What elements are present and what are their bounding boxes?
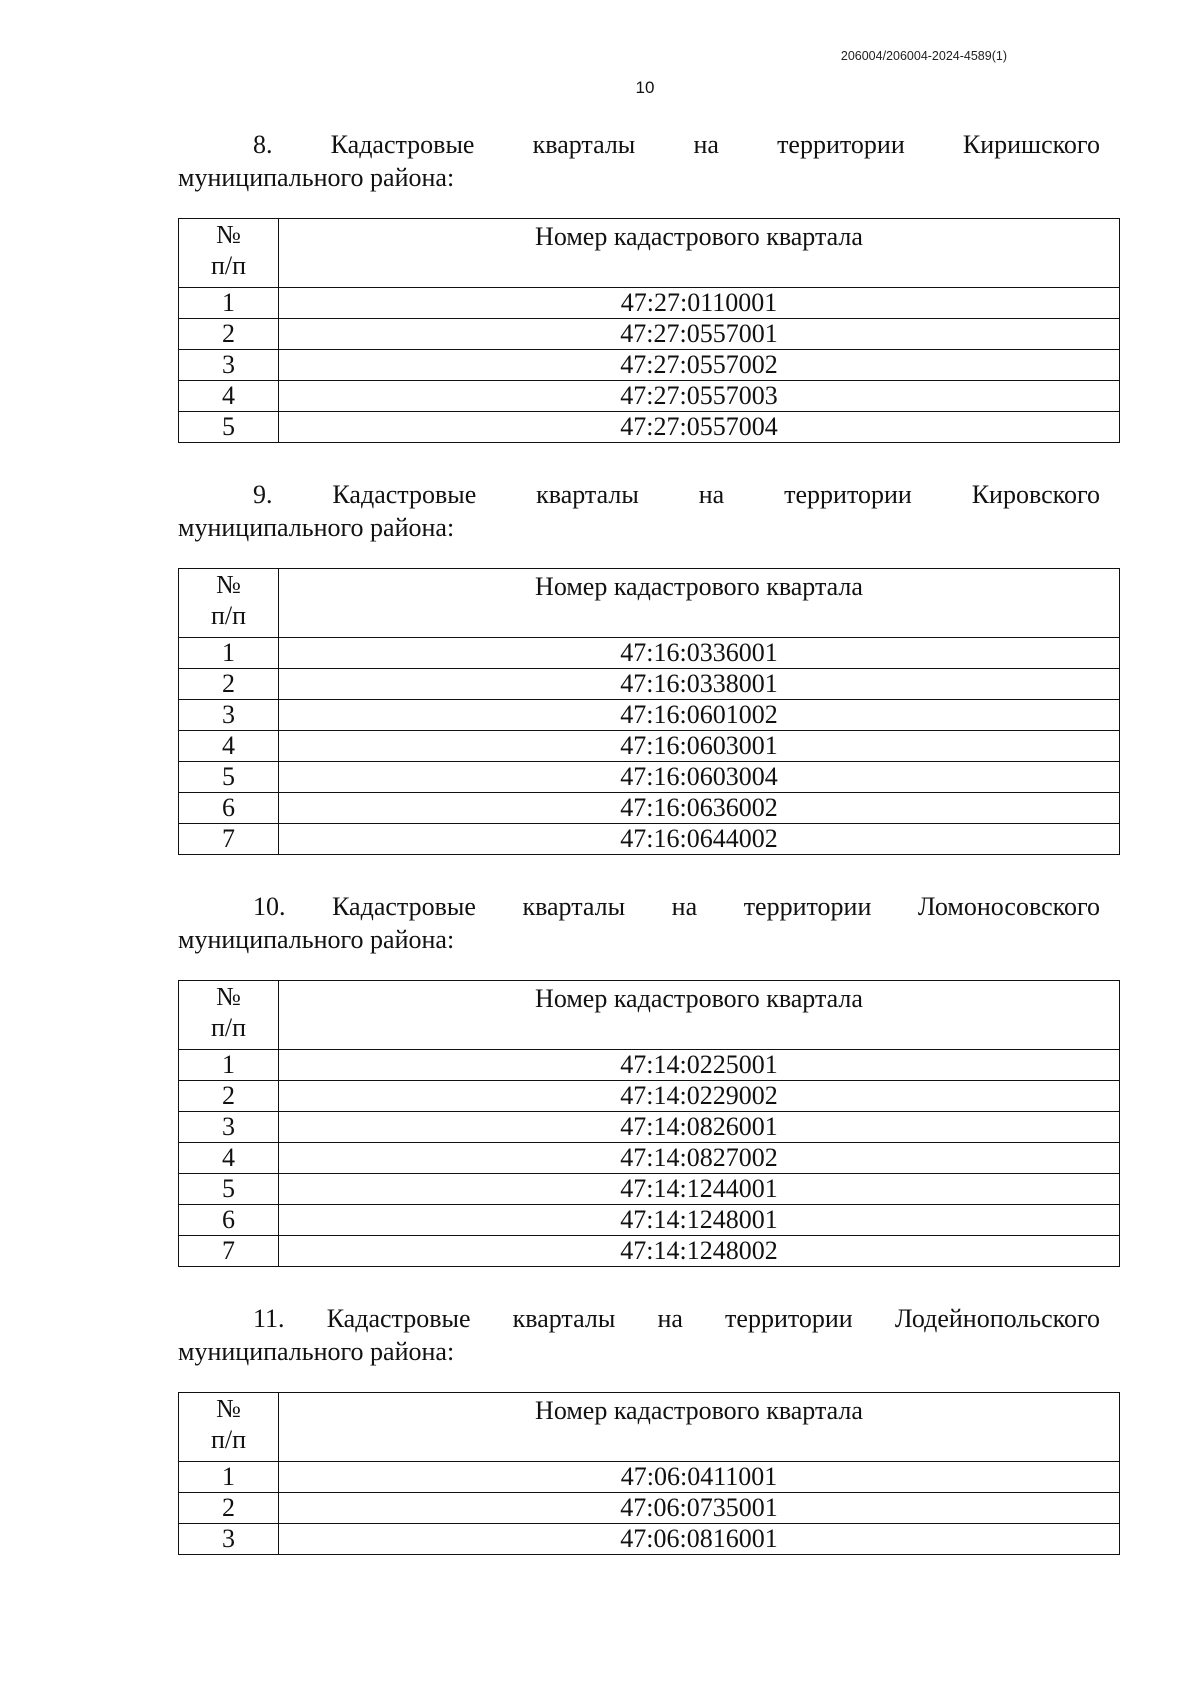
row-number: 2 — [179, 669, 279, 700]
row-code: 47:14:0225001 — [279, 1050, 1120, 1081]
row-number: 3 — [179, 700, 279, 731]
row-number: 4 — [179, 381, 279, 412]
row-number: 1 — [179, 1462, 279, 1493]
table-row — [179, 1081, 1120, 1112]
row-number: 2 — [179, 1081, 279, 1112]
heading-word: Кировского — [971, 480, 1100, 509]
table-row — [179, 793, 1120, 824]
table-row — [179, 731, 1120, 762]
heading-line2: муниципального района: — [178, 1337, 455, 1366]
row-code: 47:06:0735001 — [279, 1493, 1120, 1524]
row-code: 47:14:0229002 — [279, 1081, 1120, 1112]
heading-word: территории — [725, 1304, 853, 1333]
section-heading — [178, 890, 1100, 956]
row-code: 47:14:0827002 — [279, 1143, 1120, 1174]
col-header-number-line2: п/п — [210, 601, 247, 630]
col-header-value: Номер кадастрового квартала — [279, 1393, 1120, 1462]
row-number: 1 — [179, 288, 279, 319]
row-code: 47:16:0336001 — [279, 638, 1120, 669]
cadastral-table — [178, 980, 1120, 1267]
section-number: 8. — [253, 130, 273, 159]
col-header-value: Номер кадастрового квартала — [279, 981, 1120, 1050]
row-code: 47:14:1248002 — [279, 1236, 1120, 1267]
document-id: 206004/206004-2024-4589(1) — [840, 49, 1007, 63]
col-header-number — [179, 569, 279, 638]
table-row — [179, 1050, 1120, 1081]
row-number: 4 — [179, 1143, 279, 1174]
col-header-value: Номер кадастрового квартала — [279, 219, 1120, 288]
row-code: 47:14:1248001 — [279, 1205, 1120, 1236]
heading-word: Лодейнопольского — [894, 1304, 1100, 1333]
row-code: 47:27:0557004 — [279, 412, 1120, 443]
section-number: 11. — [253, 1304, 285, 1333]
table-row — [179, 669, 1120, 700]
table-row — [179, 1112, 1120, 1143]
row-number: 4 — [179, 731, 279, 762]
table-row — [179, 412, 1120, 443]
table-row — [179, 381, 1120, 412]
row-code: 47:16:0338001 — [279, 669, 1120, 700]
section-kirovsky — [178, 478, 1120, 853]
cadastral-table — [178, 568, 1120, 855]
cadastral-table — [178, 218, 1120, 443]
heading-word: Кадастровые — [332, 480, 477, 509]
heading-word: Кадастровые — [332, 892, 476, 921]
row-code: 47:16:0603001 — [279, 731, 1120, 762]
col-header-value: Номер кадастрового квартала — [279, 569, 1120, 638]
row-number: 5 — [179, 1174, 279, 1205]
heading-line2: муниципального района: — [178, 163, 455, 192]
section-number: 9. — [253, 480, 273, 509]
row-number: 5 — [179, 762, 279, 793]
row-number: 6 — [179, 793, 279, 824]
section-lomonosovsky — [178, 890, 1120, 1265]
heading-word: на — [698, 480, 725, 509]
row-number: 3 — [179, 1524, 279, 1555]
table-row — [179, 319, 1120, 350]
cadastral-table — [178, 1392, 1120, 1555]
table-row — [179, 350, 1120, 381]
row-code: 47:27:0557003 — [279, 381, 1120, 412]
table-row — [179, 762, 1120, 793]
row-code: 47:16:0636002 — [279, 793, 1120, 824]
heading-word: территории — [743, 892, 872, 921]
row-code: 47:27:0557002 — [279, 350, 1120, 381]
section-lodeynopolsky — [178, 1302, 1120, 1553]
col-header-number — [179, 219, 279, 288]
row-code: 47:14:0826001 — [279, 1112, 1120, 1143]
col-header-number — [179, 1393, 279, 1462]
row-code: 47:16:0601002 — [279, 700, 1120, 731]
heading-word: на — [657, 1304, 683, 1333]
heading-word: кварталы — [536, 480, 639, 509]
col-header-number-line1: № — [216, 570, 241, 599]
section-heading — [178, 1302, 1100, 1368]
col-header-number-line1: № — [216, 1394, 241, 1423]
heading-word: территории — [784, 480, 912, 509]
row-number: 7 — [179, 1236, 279, 1267]
table-header-row — [179, 569, 1120, 638]
row-code: 47:06:0816001 — [279, 1524, 1120, 1555]
heading-word: Кадастровые — [330, 130, 475, 159]
table-header-row — [179, 1393, 1120, 1462]
table-row — [179, 1174, 1120, 1205]
col-header-number-line1: № — [216, 982, 241, 1011]
section-heading — [178, 128, 1100, 194]
section-kirishsky — [178, 128, 1120, 441]
row-code: 47:16:0644002 — [279, 824, 1120, 855]
row-code: 47:14:1244001 — [279, 1174, 1120, 1205]
row-number: 1 — [179, 638, 279, 669]
heading-word: кварталы — [522, 892, 626, 921]
row-number: 3 — [179, 350, 279, 381]
table-row — [179, 700, 1120, 731]
heading-word: кварталы — [512, 1304, 616, 1333]
section-heading — [178, 478, 1100, 544]
row-number: 5 — [179, 412, 279, 443]
table-row — [179, 1462, 1120, 1493]
section-number: 10. — [253, 892, 286, 921]
table-row — [179, 1143, 1120, 1174]
heading-word: на — [671, 892, 698, 921]
heading-line2: муниципального района: — [178, 925, 455, 954]
col-header-number-line2: п/п — [210, 251, 247, 280]
table-header-row — [179, 981, 1120, 1050]
table-row — [179, 1524, 1120, 1555]
row-number: 1 — [179, 1050, 279, 1081]
page-number: 10 — [635, 78, 655, 97]
heading-line2: муниципального района: — [178, 513, 455, 542]
row-number: 2 — [179, 319, 279, 350]
table-row — [179, 638, 1120, 669]
row-number: 2 — [179, 1493, 279, 1524]
col-header-number-line2: п/п — [210, 1013, 247, 1042]
table-row — [179, 1236, 1120, 1267]
col-header-number-line1: № — [216, 220, 241, 249]
heading-word: Ломоносовского — [917, 892, 1100, 921]
col-header-number-line2: п/п — [210, 1425, 247, 1454]
table-row — [179, 1493, 1120, 1524]
heading-word: Киришского — [962, 130, 1100, 159]
row-code: 47:27:0110001 — [279, 288, 1120, 319]
col-header-number — [179, 981, 279, 1050]
row-code: 47:16:0603004 — [279, 762, 1120, 793]
row-number: 3 — [179, 1112, 279, 1143]
table-row — [179, 1205, 1120, 1236]
heading-word: на — [693, 130, 719, 159]
heading-word: кварталы — [532, 130, 636, 159]
heading-word: Кадастровые — [326, 1304, 471, 1333]
row-number: 6 — [179, 1205, 279, 1236]
table-header-row — [179, 219, 1120, 288]
heading-word: территории — [777, 130, 905, 159]
row-number: 7 — [179, 824, 279, 855]
table-row — [179, 288, 1120, 319]
table-row — [179, 824, 1120, 855]
row-code: 47:27:0557001 — [279, 319, 1120, 350]
row-code: 47:06:0411001 — [279, 1462, 1120, 1493]
